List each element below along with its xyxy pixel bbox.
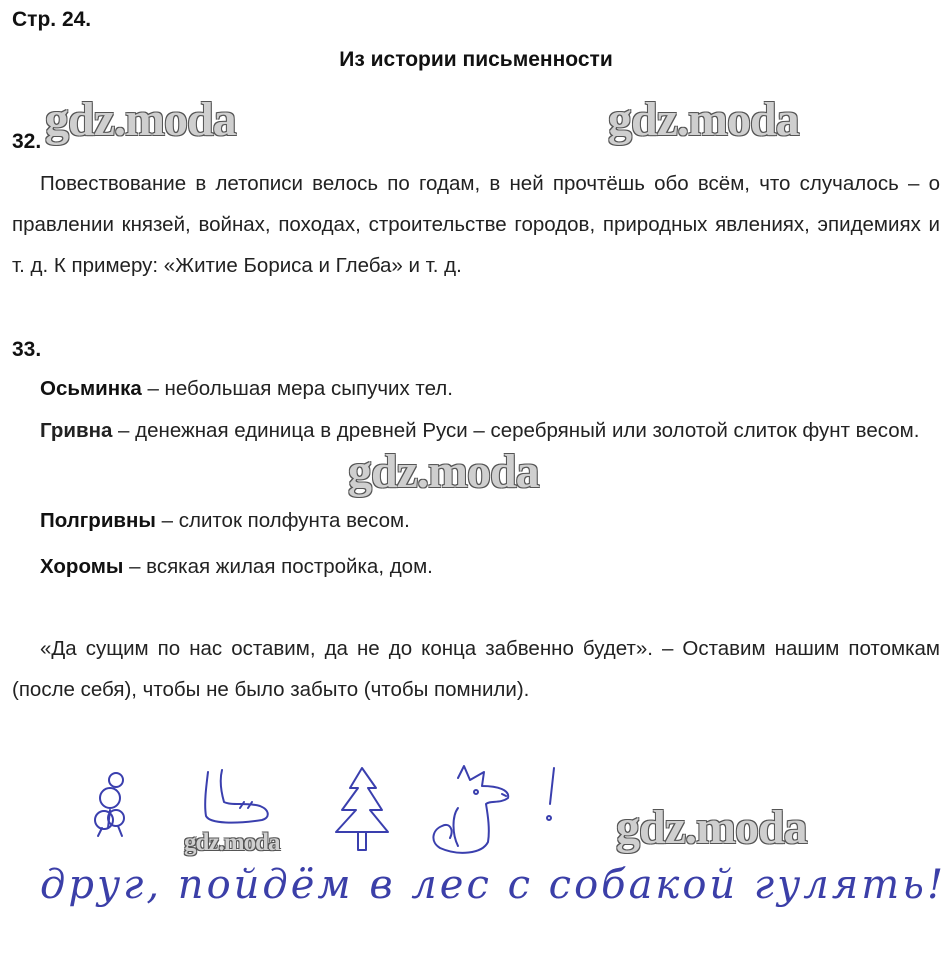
handwritten-note: друг, пойдём в лес с собакой гулять! <box>40 862 947 908</box>
watermark: gdz.moda <box>184 829 280 856</box>
watermark: gdz.moda <box>348 445 539 498</box>
snowman-doodle-icon <box>88 770 138 840</box>
tree-doodle-icon <box>330 766 394 856</box>
term-khoromy <box>40 546 433 587</box>
term-polgrivny <box>40 500 410 541</box>
term-definition: – слиток полфунта весом. <box>155 509 410 532</box>
section-heading: Из истории письменности <box>339 48 613 71</box>
watermark: gdz.moda <box>616 801 807 854</box>
term-name: Хоромы <box>40 555 124 578</box>
watermark: gdz.moda <box>608 93 799 146</box>
quote-paragraph: «Да сущим по нас оставим, да не до конца забвенно будет». – Оставим нашим потомкам (после себя), чтобы не было забыто (чтобы помнили). <box>12 637 940 701</box>
watermark: gdz.moda <box>45 93 236 146</box>
term-definition: – всякая жилая постройка, дом. <box>123 555 433 578</box>
term-definition: – небольшая мера сыпучих тел. <box>141 377 453 400</box>
task-32-number: 32. <box>12 130 42 153</box>
term-definition: – денежная единица в древней Руси – серебряный или золотой слиток фунт весом. <box>112 419 920 442</box>
page-label: Стр. 24. <box>12 8 92 31</box>
task-33-number: 33. <box>12 338 42 361</box>
term-osminka <box>40 368 453 409</box>
boot-doodle-icon <box>196 768 276 832</box>
exclamation-doodle-icon <box>540 766 564 826</box>
task-32-text: Повествование в летописи велось по годам, в ней прочтёшь обо всём, что случалось – о правлении князей, войнах, походах, строительстве городов, природных явлениях, эпидемиях и т. д. К примеру: «Житие Бориса и Глеба» и т. д. <box>12 172 940 277</box>
term-name: Гривна <box>40 419 113 442</box>
term-name: Полгривны <box>40 509 156 532</box>
dog-doodle-icon <box>428 764 518 860</box>
term-grivna <box>12 410 940 451</box>
term-name: Осьминка <box>40 377 142 400</box>
